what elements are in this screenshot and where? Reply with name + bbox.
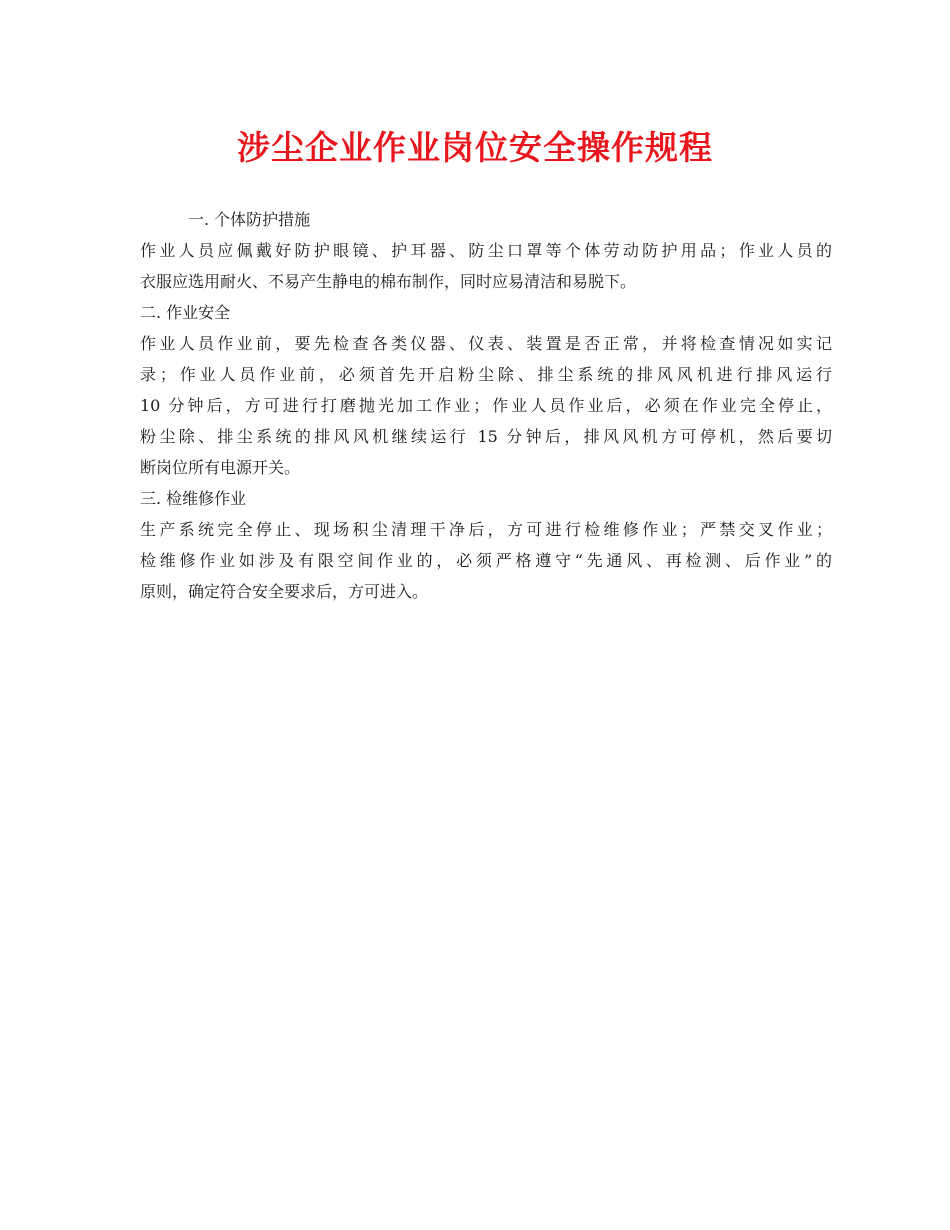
section-heading: 一. 个体防护措施 — [188, 210, 311, 229]
document-body — [140, 204, 832, 607]
document-title: 涉尘企业作业岗位安全操作规程 — [237, 128, 713, 167]
paragraph-line: 原则，确定符合安全要求后，方可进入。 — [140, 582, 429, 601]
paragraph-line: 衣服应选用耐火、不易产生静电的棉布制作，同时应易清洁和易脱下。 — [140, 272, 637, 291]
section-heading: 三. 检维修作业 — [140, 489, 247, 508]
paragraph-line: 录；作业人员作业前，必须首先开启粉尘除、排尘系统的排风风机进行排风运行 — [140, 365, 832, 384]
section-maintenance — [140, 483, 832, 607]
section-work-safety — [140, 297, 832, 483]
section-personal-protection — [140, 204, 832, 297]
paragraph-line: 作业人员作业前，要先检查各类仪器、仪表、装置是否正常，并将检查情况如实记 — [140, 334, 832, 353]
paragraph-line: 作业人员应佩戴好防护眼镜、护耳器、防尘口罩等个体劳动防护用品；作业人员的 — [140, 241, 832, 260]
paragraph-line: 10 分钟后，方可进行打磨抛光加工作业；作业人员作业后，必须在作业完全停止， — [140, 396, 832, 415]
paragraph-line: 粉尘除、排尘系统的排风风机继续运行 15 分钟后，排风风机方可停机，然后要切 — [140, 427, 832, 446]
paragraph-line: 生产系统完全停止、现场积尘清理干净后，方可进行检维修作业；严禁交叉作业； — [140, 520, 832, 539]
paragraph-line: 检维修作业如涉及有限空间作业的，必须严格遵守“先通风、再检测、后作业”的 — [140, 551, 832, 570]
section-heading: 二. 作业安全 — [140, 303, 231, 322]
paragraph-line: 断岗位所有电源开关。 — [140, 458, 301, 477]
